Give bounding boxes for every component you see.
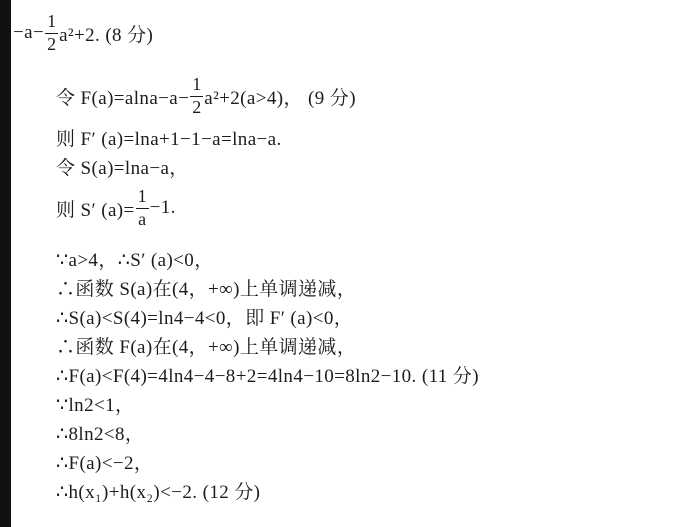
fraction	[136, 187, 149, 230]
text-segment: ∴8ln2<8，	[56, 424, 145, 445]
page-edge-bar	[0, 0, 11, 527]
text-segment: 则 F′ (a)=lna+1−1−a=lna−a.	[56, 129, 282, 150]
text-segment: a²+2(a>4)， (9 分)	[204, 87, 356, 109]
fraction-numerator: 1	[136, 187, 149, 209]
solution-text	[13, 6, 678, 505]
math-line-7	[13, 273, 678, 302]
math-line-2	[13, 69, 678, 123]
math-line-9	[13, 331, 678, 360]
text-segment: ∴F(a)<−2，	[56, 453, 154, 474]
fraction	[190, 75, 203, 118]
math-line-13	[13, 447, 678, 476]
text-segment: ∴函数 F(a)在(4，+∞)上单调递减，	[56, 337, 357, 358]
math-line-3	[13, 123, 678, 152]
fraction-numerator: 1	[45, 12, 58, 34]
math-line-11	[13, 389, 678, 418]
fraction-denominator: a	[138, 208, 147, 229]
text-segment: ∴F(a)<F(4)=4ln4−4−8+2=4ln4−10=8ln2−10. (11 分)	[56, 366, 479, 387]
text-segment: 则 S′ (a)=	[56, 199, 135, 221]
math-line-6	[13, 244, 678, 273]
fraction	[45, 12, 58, 55]
fraction-numerator: 1	[190, 75, 203, 97]
text-segment: a²+2. (8 分)	[59, 24, 154, 46]
math-line-4	[13, 152, 678, 181]
math-line-5	[13, 181, 678, 235]
fraction-denominator: 2	[47, 33, 57, 54]
math-line-10	[13, 360, 678, 389]
fraction-denominator: 2	[192, 96, 202, 117]
math-line-1	[13, 6, 678, 60]
text-segment: ∴S(a)<S(4)=ln4−4<0，即 F′ (a)<0，	[56, 308, 354, 329]
text-segment: 令 F(a)=alna−a−	[56, 87, 190, 109]
text-segment: 令 S(a)=lna−a，	[56, 158, 189, 179]
text-segment: ∴函数 S(a)在(4，+∞)上单调递减，	[56, 279, 357, 300]
text-segment: −1.	[149, 197, 176, 218]
text-segment: −a−	[13, 22, 45, 43]
text-segment: ∵ln2<1，	[56, 395, 135, 416]
text-segment: ∵a>4，∴S′ (a)<0，	[56, 250, 214, 271]
math-line-12	[13, 418, 678, 447]
math-line-8	[13, 302, 678, 331]
math-line-14	[13, 476, 678, 505]
text-segment: ∴h(x₁)+h(x₂)<−2. (12 分)	[56, 482, 261, 503]
